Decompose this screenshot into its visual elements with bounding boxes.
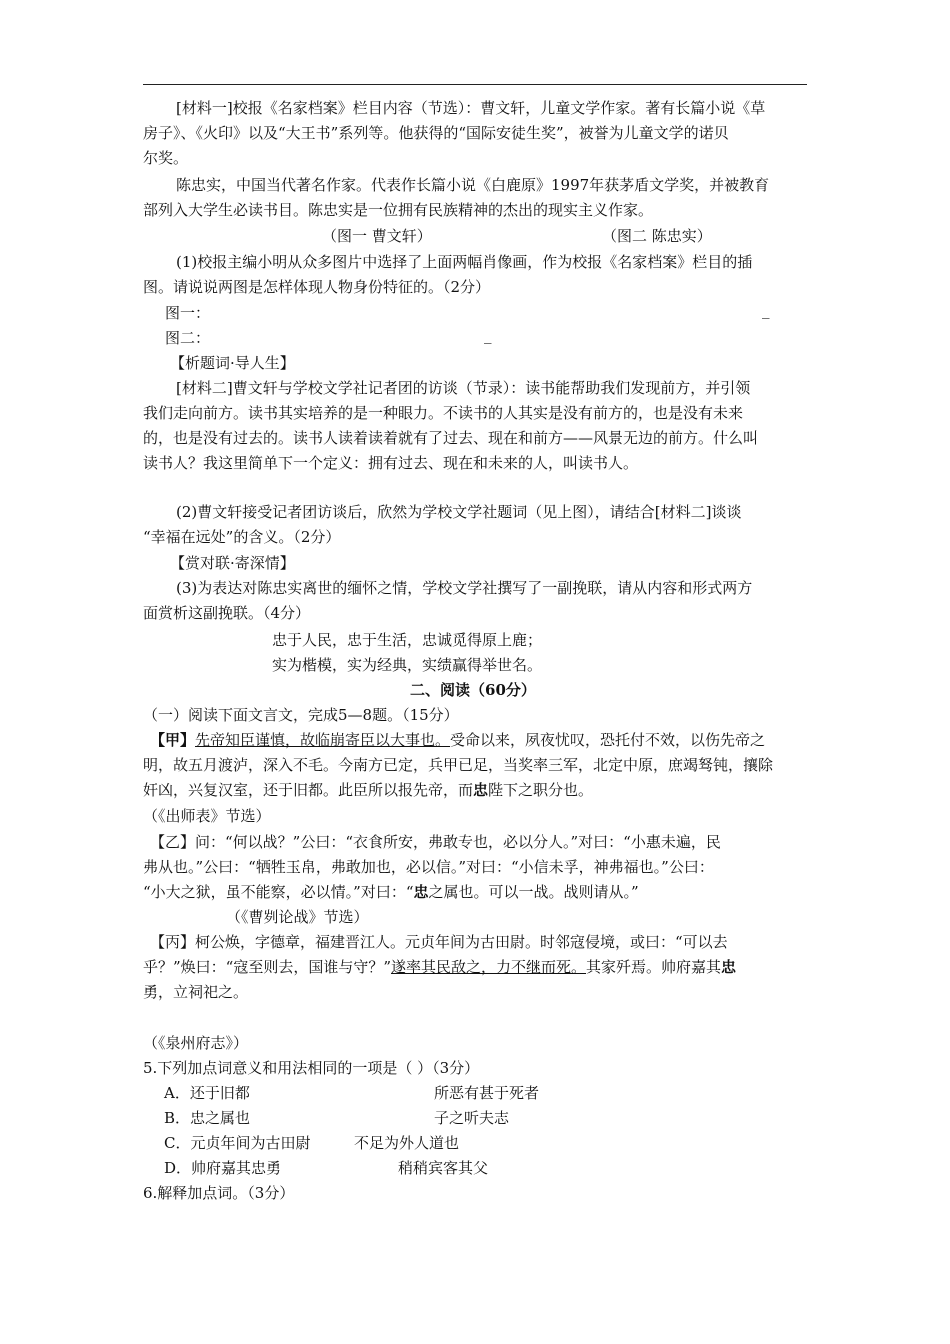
material1-line-1: [材料一]校报《名家档案》栏目内容（节选）：曹文轩，儿童文学作家。著有长篇小说《草 (176, 99, 766, 117)
material1-line-2: 房子》、《火印》以及“大王书”系列等。他获得的“国际安徒生奖”，被誉为儿童文学的诺贝 (143, 124, 729, 142)
part2-heading: 二、阅读（60分） (410, 681, 536, 699)
passage-jia-line-3a: 奸凶，兴复汉室，还于旧都。此臣所以报先帝，而 (143, 781, 474, 799)
q3-line-1: (3)为表达对陈忠实离世的缅怀之情，学校文学社撰写了一副挽联，请从内容和形式两方 (176, 579, 753, 597)
material2-line-1: [材料二]曹文轩与学校文学社记者团的访谈（节录）：读书能帮助我们发现前方，并引领 (176, 379, 751, 397)
passage-jia-rest: 受命以来，夙夜忧叹，恐托付不效，以伤先帝之 (450, 731, 766, 749)
passage-jia-line-3c: 陛下之职分也。 (488, 781, 594, 799)
passage-yi-line-1: 【乙】问：“何以战？”公曰：“衣食所安，弗敢专也，必以分人。”对曰：“小惠未遍，民 (150, 833, 721, 851)
passage-jia-source: （《出师表》节选） (143, 807, 271, 825)
figure1-caption: （图一 曹文轩） (322, 227, 432, 245)
q1-answer-2-blank[interactable]: _ (484, 326, 492, 344)
passage-bing-line-2 (143, 957, 736, 977)
q2-line-2: “幸福在远处”的含义。（2分） (143, 528, 341, 546)
passage-bing-bold-word: 忠 (721, 958, 737, 976)
passage-yi-bold-word: 忠 (413, 883, 429, 901)
q1-line-2: 图。请说说两图是怎样体现人物身份特征的。（2分） (143, 278, 491, 296)
q3-line-2: 面赏析这副挽联。（4分） (143, 604, 311, 622)
section-heading-inscription: 【析题词·导人生】 (170, 354, 295, 372)
figure2-caption: （图二 陈忠实） (602, 227, 712, 245)
material1-line-3: 尔奖。 (143, 149, 189, 167)
q1-answer-2-label: 图二： (165, 329, 211, 347)
q5-option-a-right: 所恶有甚于死者 (434, 1084, 540, 1102)
passage-yi-source: （《曹刿论战》节选） (226, 908, 369, 926)
passage-jia-underlined: 先帝知臣谨慎，故临崩寄臣以大事也。 (195, 731, 451, 749)
passage-yi-line-3a: “小大之狱，虽不能察，必以情。”对曰：“ (143, 883, 414, 901)
q1-answer-1-label: 图一： (165, 304, 211, 322)
q5-option-d-left[interactable]: D．帅府嘉其忠勇 (164, 1159, 282, 1177)
passage-bing-line-2a: 乎？”焕曰：“寇至则去，国谁与守？” (143, 958, 392, 976)
passage-bing-line-2b: 其家歼焉。帅府嘉其 (586, 958, 722, 976)
passage-jia-line-1 (150, 730, 765, 750)
q5-stem: 5.下列加点词意义和用法相同的一项是（ ）（3分） (143, 1059, 480, 1077)
q1-answer-1-blank[interactable]: _ (762, 301, 770, 319)
header-rule (143, 84, 807, 85)
passage-jia-tag: 【甲】 (150, 731, 196, 749)
q5-option-b-right: 子之听夫志 (434, 1109, 510, 1127)
couplet-line-2: 实为楷模，实为经典，实绩赢得举世名。 (272, 656, 543, 674)
passage-bing-source: （《泉州府志》） (143, 1034, 249, 1052)
couplet-line-1: 忠于人民，忠于生活，忠诚觅得原上鹿； (272, 631, 543, 649)
q5-option-a-left[interactable]: A．还于旧都 (164, 1084, 250, 1102)
material2-line-4: 读书人？我这里简单下一个定义：拥有过去、现在和未来的人，叫读书人。 (143, 454, 639, 472)
passage-bing-line-1: 【丙】柯公焕，字德章，福建晋江人。元贞年间为古田尉。时邻寇侵境，或曰：“可以去 (150, 933, 728, 951)
passage-yi-line-2: 弗从也。”公曰：“牺牲玉帛，弗敢加也，必以信。”对曰：“小信未孚，神弗福也。”公曰： (143, 858, 714, 876)
subsection-1-heading: （一）阅读下面文言文，完成5—8题。（15分） (143, 706, 459, 724)
material1-line-5: 部列入大学生必读书目。陈忠实是一位拥有民族精神的杰出的现实主义作家。 (143, 201, 654, 219)
q5-option-d-right: 稍稍宾客其父 (398, 1159, 489, 1177)
q5-option-c-left[interactable]: C．元贞年间为古田尉 (164, 1134, 311, 1152)
q6-stem: 6.解释加点词。（3分） (143, 1184, 295, 1202)
passage-yi-line-3 (143, 882, 639, 902)
passage-bing-underlined: 遂率其民敌之，力不继而死。 (391, 958, 587, 976)
q2-line-1: (2)曹文轩接受记者团访谈后，欣然为学校文学社题词（见上图），请结合[材料二]谈谈 (176, 503, 742, 521)
q1-line-1: (1)校报主编小明从众多图片中选择了上面两幅肖像画，作为校报《名家档案》栏目的插 (176, 253, 753, 271)
section-heading-couplet: 【赏对联·寄深情】 (170, 554, 295, 572)
q5-option-b-left[interactable]: B．忠之属也 (164, 1109, 251, 1127)
material1-line-4: 陈忠实，中国当代著名作家。代表作长篇小说《白鹿原》1997年获茅盾文学奖，并被教育 (176, 176, 770, 194)
passage-jia-line-2: 明，故五月渡泸，深入不毛。今南方已定，兵甲已足，当奖率三军，北定中原，庶竭驽钝，攘除 (143, 756, 774, 774)
material2-line-3: 的，也是没有过去的。读书人读着读着就有了过去、现在和前方——风景无边的前方。什么叫 (143, 429, 759, 447)
q5-option-c-right: 不足为外人道也 (354, 1134, 460, 1152)
passage-jia-line-3 (143, 780, 593, 800)
passage-bing-line-3: 勇，立祠祀之。 (143, 983, 249, 1001)
passage-yi-line-3c: 之属也。可以一战。战则请从。” (428, 883, 639, 901)
material2-line-2: 我们走向前方。读书其实培养的是一种眼力。不读书的人其实是没有前方的，也是没有未来 (143, 404, 744, 422)
passage-jia-bold-word: 忠 (473, 781, 489, 799)
